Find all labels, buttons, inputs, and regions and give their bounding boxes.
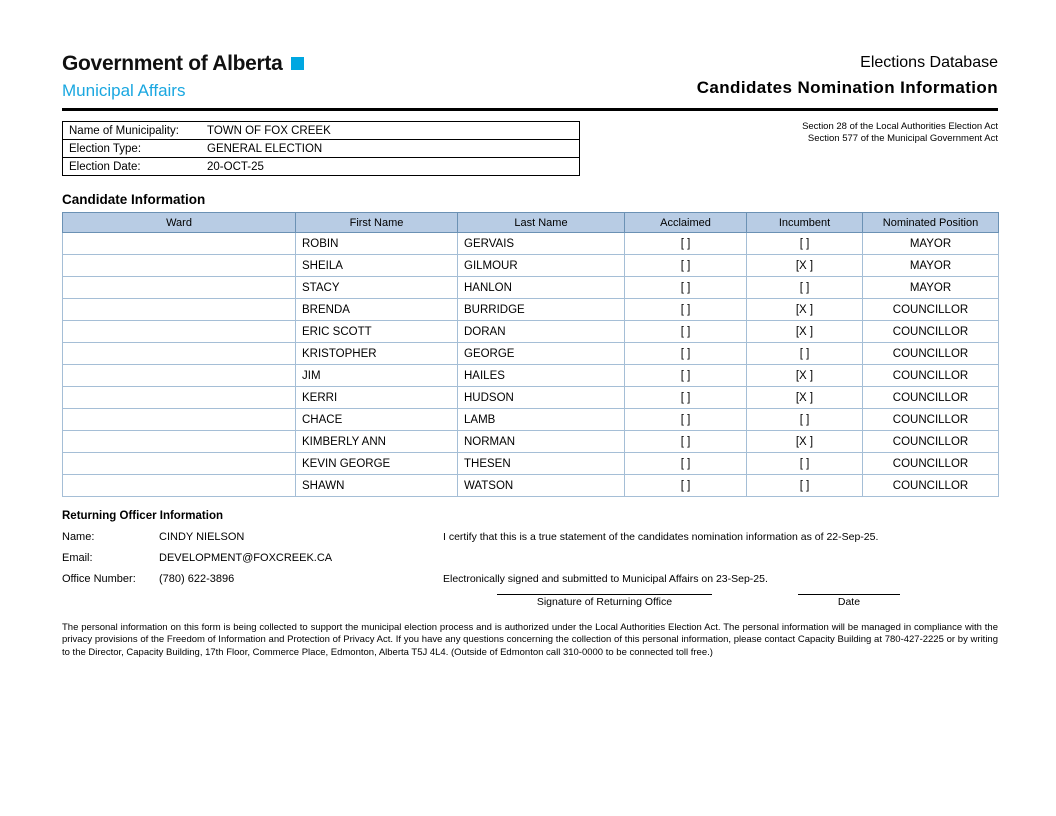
cell-last-name: HAILES (458, 365, 625, 387)
officer-phone-row (62, 573, 443, 594)
cell-acclaimed-checkbox: [ ] (625, 453, 747, 475)
cell-incumbent-checkbox: [ ] (747, 453, 863, 475)
cell-first-name: ROBIN (296, 233, 458, 255)
cell-first-name: KERRI (296, 387, 458, 409)
cell-incumbent-checkbox: [X ] (747, 321, 863, 343)
cell-ward (63, 431, 296, 453)
returning-officer-section (62, 531, 998, 608)
cell-nominated-position: COUNCILLOR (863, 475, 999, 497)
cell-first-name: SHEILA (296, 255, 458, 277)
municipality-name-label: Name of Municipality: (69, 124, 179, 137)
cell-nominated-position: COUNCILLOR (863, 453, 999, 475)
cell-last-name: GILMOUR (458, 255, 625, 277)
cell-ward (63, 453, 296, 475)
table-row (63, 299, 999, 321)
election-type-label: Election Type: (69, 142, 142, 155)
cell-last-name: BURRIDGE (458, 299, 625, 321)
electronic-signature-statement: Electronically signed and submitted to Municipal Affairs on 23-Sep-25. (443, 573, 768, 585)
table-row (63, 365, 999, 387)
municipality-name-row (63, 122, 579, 140)
database-name: Elections Database (860, 54, 998, 71)
cell-last-name: HANLON (458, 277, 625, 299)
cell-ward (63, 365, 296, 387)
cell-last-name: WATSON (458, 475, 625, 497)
goa-logo (62, 52, 304, 101)
date-line: Date (798, 594, 900, 608)
election-type-value: GENERAL ELECTION (207, 142, 323, 155)
legal-ref-mga: Section 577 of the Municipal Government Act (807, 133, 998, 144)
returning-officer-fields (62, 531, 443, 608)
cell-acclaimed-checkbox: [ ] (625, 233, 747, 255)
election-date-value: 20-OCT-25 (207, 160, 264, 173)
certification-statement: I certify that this is a true statement of the candidates nomination information as of 22-Sep-25. (443, 531, 879, 543)
cell-incumbent-checkbox: [ ] (747, 233, 863, 255)
certification-block (443, 531, 900, 608)
cell-ward (63, 409, 296, 431)
cell-last-name: LAMB (458, 409, 625, 431)
cell-nominated-position: COUNCILLOR (863, 299, 999, 321)
privacy-notice: The personal information on this form is being collected to support the municipal election process and is authorized under the Local Authorities Election Act. The personal information will be managed in compliance with the privacy provisions of the Freedom of Information and Protection of Privacy Act. If you have any questions concerning the collection of this personal information, please contact Capacity Building at 780-427-2225 or by writing to the Director, Capacity Building, 17th Floor, Commerce Place, Edmonton, Alberta T5J 4L4. (Outside of Edmonton call 310-0000 to be connected toll free.) (62, 622, 998, 658)
signature-line: Signature of Returning Office (497, 594, 712, 608)
municipality-name-value: TOWN OF FOX CREEK (207, 124, 331, 137)
cell-nominated-position: COUNCILLOR (863, 321, 999, 343)
cell-acclaimed-checkbox: [ ] (625, 431, 747, 453)
col-header-incumbent: Incumbent (747, 213, 863, 233)
cell-incumbent-checkbox: [X ] (747, 299, 863, 321)
ministry-name: Municipal Affairs (62, 81, 186, 100)
cell-acclaimed-checkbox: [ ] (625, 277, 747, 299)
cell-last-name: THESEN (458, 453, 625, 475)
cell-nominated-position: MAYOR (863, 255, 999, 277)
cell-first-name: CHACE (296, 409, 458, 431)
cell-first-name: JIM (296, 365, 458, 387)
col-header-first-name: First Name (296, 213, 458, 233)
goa-logo-square-icon (291, 57, 304, 70)
candidate-section-heading: Candidate Information (62, 192, 206, 207)
officer-name-value: CINDY NIELSON (159, 531, 245, 543)
cell-ward (63, 277, 296, 299)
cell-first-name: KRISTOPHER (296, 343, 458, 365)
cell-incumbent-checkbox: [X ] (747, 387, 863, 409)
cell-ward (63, 343, 296, 365)
cell-nominated-position: COUNCILLOR (863, 365, 999, 387)
signature-row (443, 594, 900, 608)
officer-name-row (62, 531, 443, 552)
cell-acclaimed-checkbox: [ ] (625, 475, 747, 497)
officer-email-label: Email: (62, 552, 93, 564)
table-row (63, 409, 999, 431)
cell-last-name: GEORGE (458, 343, 625, 365)
cell-nominated-position: COUNCILLOR (863, 343, 999, 365)
cell-last-name: GERVAIS (458, 233, 625, 255)
cell-first-name: KEVIN GEORGE (296, 453, 458, 475)
cell-acclaimed-checkbox: [ ] (625, 343, 747, 365)
legal-references (802, 121, 998, 176)
cell-ward (63, 387, 296, 409)
cell-first-name: STACY (296, 277, 458, 299)
legal-ref-laea: Section 28 of the Local Authorities Election Act (802, 121, 998, 132)
cell-incumbent-checkbox: [X ] (747, 255, 863, 277)
cell-ward (63, 255, 296, 277)
info-row (62, 121, 998, 176)
page-header (62, 52, 998, 101)
table-row (63, 255, 999, 277)
goa-logo-text: Government of Alberta (62, 52, 283, 75)
cell-ward (63, 321, 296, 343)
goa-logo-wordmark (62, 52, 304, 76)
cell-incumbent-checkbox: [ ] (747, 475, 863, 497)
officer-phone-label: Office Number: (62, 573, 136, 585)
election-date-row (63, 158, 579, 175)
candidate-table-body (63, 233, 999, 497)
cell-nominated-position: MAYOR (863, 277, 999, 299)
cell-acclaimed-checkbox: [ ] (625, 365, 747, 387)
cell-nominated-position: MAYOR (863, 233, 999, 255)
returning-officer-heading: Returning Officer Information (62, 510, 223, 522)
page-title: Candidates Nomination Information (696, 78, 998, 97)
table-header-row (63, 213, 999, 233)
election-type-row (63, 140, 579, 158)
cell-acclaimed-checkbox: [ ] (625, 299, 747, 321)
table-row (63, 431, 999, 453)
cell-incumbent-checkbox: [ ] (747, 343, 863, 365)
cell-incumbent-checkbox: [X ] (747, 365, 863, 387)
election-date-label: Election Date: (69, 160, 141, 173)
cell-ward (63, 233, 296, 255)
cell-acclaimed-checkbox: [ ] (625, 321, 747, 343)
cell-last-name: HUDSON (458, 387, 625, 409)
cell-incumbent-checkbox: [X ] (747, 431, 863, 453)
table-row (63, 475, 999, 497)
table-row (63, 343, 999, 365)
municipality-info-box (62, 121, 580, 176)
cell-first-name: ERIC SCOTT (296, 321, 458, 343)
table-row (63, 453, 999, 475)
col-header-ward: Ward (63, 213, 296, 233)
cell-nominated-position: COUNCILLOR (863, 431, 999, 453)
table-row (63, 277, 999, 299)
col-header-acclaimed: Acclaimed (625, 213, 747, 233)
table-row (63, 321, 999, 343)
cell-incumbent-checkbox: [ ] (747, 409, 863, 431)
cell-acclaimed-checkbox: [ ] (625, 255, 747, 277)
cell-nominated-position: COUNCILLOR (863, 409, 999, 431)
officer-email-row (62, 552, 443, 573)
table-row (63, 387, 999, 409)
cell-ward (63, 475, 296, 497)
officer-name-label: Name: (62, 531, 95, 543)
cell-acclaimed-checkbox: [ ] (625, 387, 747, 409)
col-header-last-name: Last Name (458, 213, 625, 233)
cell-incumbent-checkbox: [ ] (747, 277, 863, 299)
cell-first-name: KIMBERLY ANN (296, 431, 458, 453)
cell-nominated-position: COUNCILLOR (863, 387, 999, 409)
officer-email-value: DEVELOPMENT@FOXCREEK.CA (159, 552, 333, 564)
cell-first-name: BRENDA (296, 299, 458, 321)
cell-acclaimed-checkbox: [ ] (625, 409, 747, 431)
candidate-table (62, 212, 999, 497)
cell-last-name: NORMAN (458, 431, 625, 453)
header-divider (62, 108, 998, 111)
table-row (63, 233, 999, 255)
cell-first-name: SHAWN (296, 475, 458, 497)
document-titles (697, 52, 998, 98)
col-header-nominated-position: Nominated Position (863, 213, 999, 233)
cell-ward (63, 299, 296, 321)
officer-phone-value: (780) 622-3896 (159, 573, 235, 585)
cell-last-name: DORAN (458, 321, 625, 343)
